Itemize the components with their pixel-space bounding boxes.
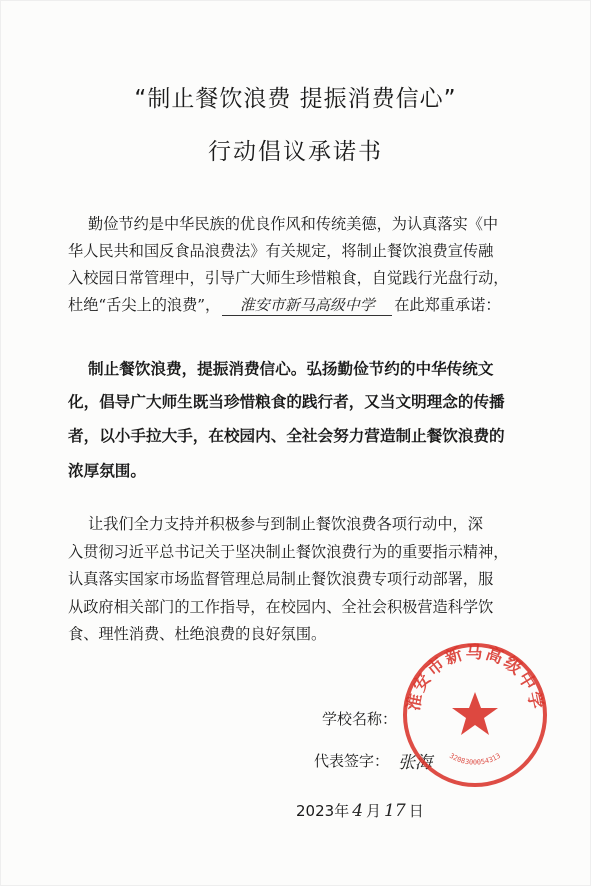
call-line-1: 让我们全力支持并积极参与到制止餐饮浪费各项行动中，深 bbox=[88, 515, 483, 533]
intro-line-4-after: 在此郑重承诺： bbox=[394, 296, 501, 314]
date-year-unit: 年 bbox=[334, 802, 350, 820]
intro-line-4 bbox=[68, 294, 501, 316]
seal-text: 淮安市新马高级中学 bbox=[403, 642, 547, 713]
pledge-line-4: 浓厚氛围。 bbox=[68, 462, 146, 480]
intro-line-2: 华人民共和国反食品浪费法》有关规定，将制止餐饮浪费宣传融 bbox=[68, 242, 494, 260]
call-line-2: 入贯彻习近平总书记关于坚决制止餐饮浪费行为的重要指示精神， bbox=[68, 543, 509, 561]
date-year: 2023 bbox=[296, 802, 335, 820]
representative-signature-label: 代表签字： bbox=[314, 752, 390, 770]
pledge-line-3: 者，以小手拉大手，在校园内、全社会努力营造制止餐饮浪费的 bbox=[68, 427, 505, 445]
call-line-3: 认真落实国家市场监督管理总局制止餐饮浪费专项行动部署，服 bbox=[68, 570, 494, 588]
official-seal bbox=[400, 640, 550, 790]
call-line-4: 从政府相关部门的工作指导，在校园内、全社会积极营造科学饮 bbox=[68, 598, 494, 616]
seal-star-icon bbox=[452, 692, 498, 735]
intro-line-4-before: 杜绝“舌尖上的浪费”， bbox=[68, 296, 221, 314]
date-month-unit: 月 bbox=[366, 802, 382, 820]
seal-code: 3208300054313 bbox=[447, 751, 503, 767]
pledge-line-1: 制止餐饮浪费，提振消费信心。弘扬勤俭节约的中华传统文 bbox=[88, 360, 494, 378]
school-name-label: 学校名称： bbox=[322, 710, 398, 728]
handwritten-school-name: 淮安市新马高级中学 bbox=[222, 294, 392, 316]
intro-line-3: 入校园日常管理中，引导广大师生珍惜粮食，自觉践行光盘行动， bbox=[68, 269, 509, 287]
intro-line-1: 勤俭节约是中华民族的优良作风和传统美德，为认真落实《中 bbox=[88, 215, 499, 233]
title-line-2: 行动倡议承诺书 bbox=[208, 139, 383, 165]
handwritten-signature: 张海 bbox=[398, 753, 432, 773]
date-day-unit: 日 bbox=[408, 802, 424, 820]
pledge-line-2: 化，倡导广大师生既当珍惜粮食的践行者，又当文明理念的传播 bbox=[68, 393, 505, 411]
date bbox=[296, 800, 424, 821]
date-month: 4 bbox=[352, 801, 364, 821]
call-line-5: 食、理性消费、杜绝浪费的良好氛围。 bbox=[68, 625, 327, 643]
date-day: 17 bbox=[384, 801, 406, 821]
title-line-1: “制止餐饮浪费 提振消费信心” bbox=[134, 86, 457, 112]
